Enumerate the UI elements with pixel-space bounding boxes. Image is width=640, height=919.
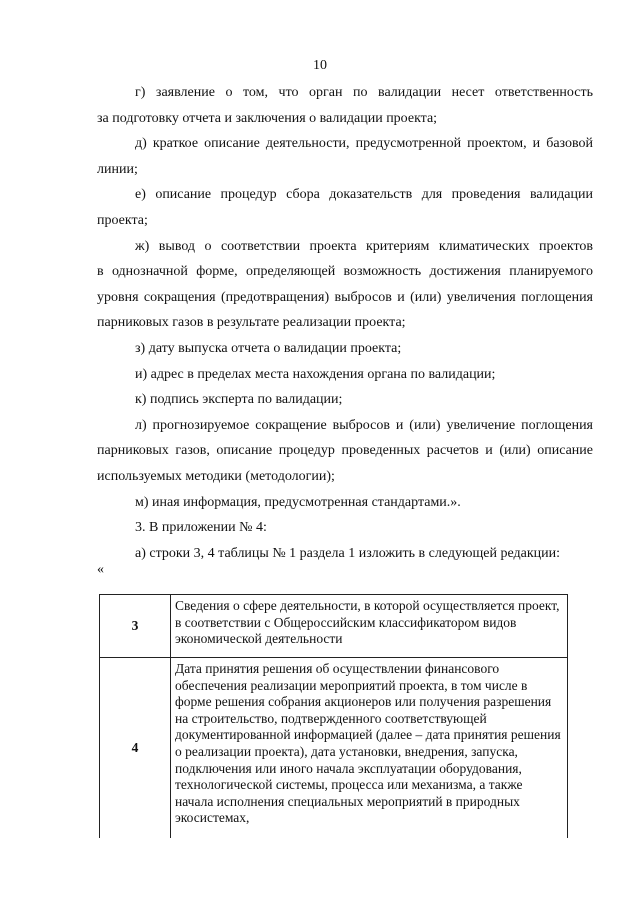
paragraph-g <box>97 80 593 131</box>
paragraph-d-first-line: д) краткое описание деятельности, предусмотренной проектом, и базовой <box>135 136 593 152</box>
document-body <box>97 80 593 566</box>
paragraph-l-first-line: л) прогнозируемое сокращение выбросов и (или) увеличение поглощения <box>135 417 593 433</box>
paragraph-k: к) подпись эксперта по валидации; <box>135 392 343 408</box>
paragraph-zh-rest: в однозначной форме, определяющей возможность достижения планируемого уровня сокращения (предотвращения) выбросов и (или) увеличения поглощения парниковых газов в результате реализации проекта; <box>97 264 593 331</box>
paragraph-g-rest: за подготовку отчета и заключения о валидации проекта; <box>97 110 438 126</box>
page-number: 10 <box>313 58 327 73</box>
paragraph-g-first-line: г) заявление о том, что орган по валидации несет ответственность <box>135 85 593 100</box>
table-row <box>100 595 568 658</box>
paragraph-d <box>97 131 593 182</box>
amendment-table <box>99 594 568 838</box>
table-row <box>100 658 568 839</box>
paragraph-i: и) адрес в пределах места нахождения органа по валидации; <box>135 366 496 382</box>
paragraph-l-rest: парниковых газов, описание процедур проведенных расчетов и (или) описание используемых методики (методологии); <box>97 443 593 484</box>
paragraph-d-rest: линии; <box>97 161 138 177</box>
paragraph-section-3: 3. В приложении № 4: <box>135 520 267 536</box>
paragraph-l <box>97 413 593 490</box>
paragraph-zh-first-line: ж) вывод о соответствии проекта критериям климатических проектов <box>135 238 593 254</box>
paragraph-e-rest: проекта; <box>97 212 148 228</box>
row-number-cell: 4 <box>100 658 171 839</box>
paragraph-z: з) дату выпуска отчета о валидации проекта; <box>135 340 402 356</box>
paragraph-zh <box>97 234 593 336</box>
paragraph-m: м) иная информация, предусмотренная стандартами.». <box>135 494 461 510</box>
row-text-cell: Сведения о сфере деятельности, в которой осуществляется проект, в соответствии с Общероссийским классификатором видов экономической деятельности <box>171 595 568 658</box>
opening-quote-mark: « <box>97 562 104 577</box>
paragraph-a: а) строки 3, 4 таблицы № 1 раздела 1 изложить в следующей редакции: <box>135 545 560 561</box>
row-text-cell: Дата принятия решения об осуществлении финансового обеспечения реализации мероприятий проекта, в том числе в форме решения собрания акционеров или получения разрешения на строительство, подтвержденного соответствующей документированной информацией (далее – дата принятия решения о реализации проекта), дата установки, внедрения, запуска, подключения или иного начала эксплуатации оборудования, технологической системы, процесса или механизма, а также начала исполнения специальных мероприятий в природных экосистемах, <box>171 658 568 839</box>
paragraph-e <box>97 182 593 233</box>
row-number-cell: 3 <box>100 595 171 658</box>
paragraph-e-first-line: е) описание процедур сбора доказательств для проведения валидации <box>135 187 593 203</box>
